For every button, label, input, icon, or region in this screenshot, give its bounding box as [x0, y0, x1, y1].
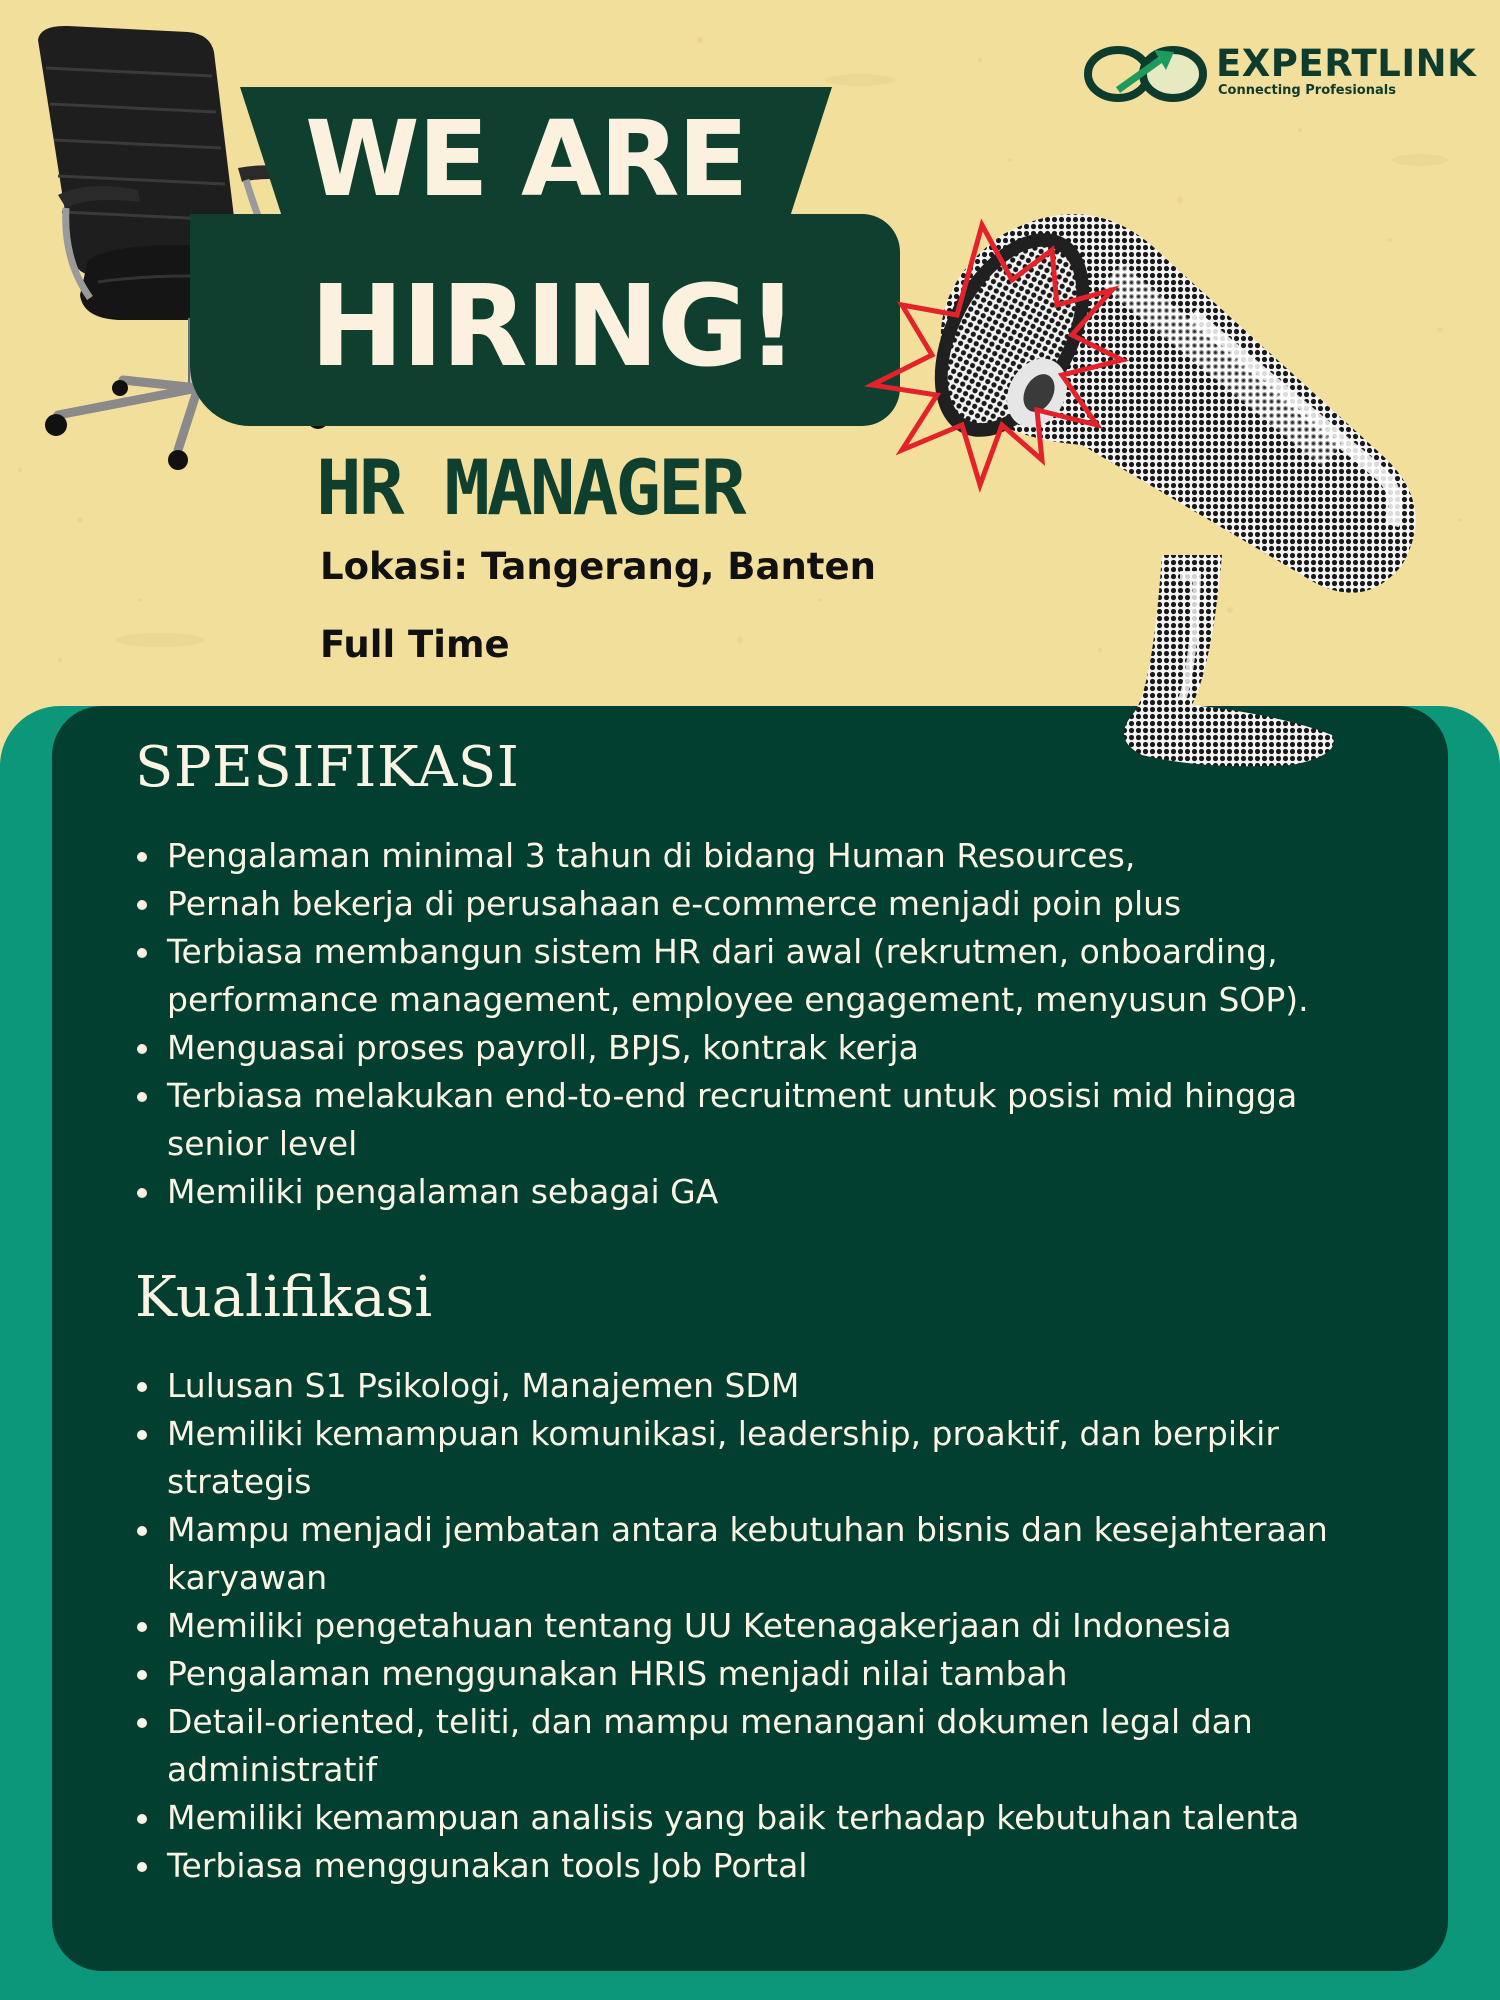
list-item: Terbiasa menggunakan tools Job Portal	[135, 1842, 1395, 1890]
section-title-kualifikasi: Kualifikasi	[135, 1265, 433, 1330]
megaphone-icon	[862, 195, 1452, 770]
list-item: Pernah bekerja di perusahaan e-commerce menjadi poin plus	[135, 880, 1395, 928]
brand-name: EXPERTLINK	[1216, 42, 1477, 85]
kualifikasi-list	[135, 1362, 1395, 1890]
list-item: Memiliki kemampuan analisis yang baik terhadap kebutuhan talenta	[135, 1794, 1395, 1842]
list-item: Mampu menjadi jembatan antara kebutuhan bisnis dan kesejahteraan karyawan	[135, 1506, 1395, 1602]
list-item: Memiliki pengetahuan tentang UU Ketenagakerjaan di Indonesia	[135, 1602, 1395, 1650]
headline-we-are: WE ARE	[305, 98, 747, 220]
list-item: Lulusan S1 Psikologi, Manajemen SDM	[135, 1362, 1395, 1410]
job-title: HR MANAGER	[316, 443, 744, 532]
logo-arrow-icon	[1078, 38, 1213, 110]
list-item: Memiliki pengalaman sebagai GA	[135, 1168, 1395, 1216]
list-item: Pengalaman minimal 3 tahun di bidang Human Resources,	[135, 832, 1395, 880]
brand-tagline: Connecting Profesionals	[1218, 83, 1396, 98]
list-item: Terbiasa melakukan end-to-end recruitment untuk posisi mid hingga senior level	[135, 1072, 1395, 1168]
list-item: Detail-oriented, teliti, dan mampu menangani dokumen legal dan administratif	[135, 1698, 1395, 1794]
headline-hiring: HIRING!	[310, 262, 797, 392]
list-item: Terbiasa membangun sistem HR dari awal (rekrutmen, onboarding, performance management, employee engagement, menyusun SOP).	[135, 928, 1395, 1024]
list-item: Menguasai proses payroll, BPJS, kontrak kerja	[135, 1024, 1395, 1072]
expertlink-logo	[1078, 38, 1478, 110]
section-title-spesifikasi: SPESIFIKASI	[135, 735, 520, 800]
list-item: Pengalaman menggunakan HRIS menjadi nilai tambah	[135, 1650, 1395, 1698]
spesifikasi-list	[135, 832, 1395, 1216]
job-location: Lokasi: Tangerang, Banten	[320, 545, 876, 588]
employment-type: Full Time	[320, 623, 510, 666]
list-item: Memiliki kemampuan komunikasi, leadership, proaktif, dan berpikir strategis	[135, 1410, 1395, 1506]
